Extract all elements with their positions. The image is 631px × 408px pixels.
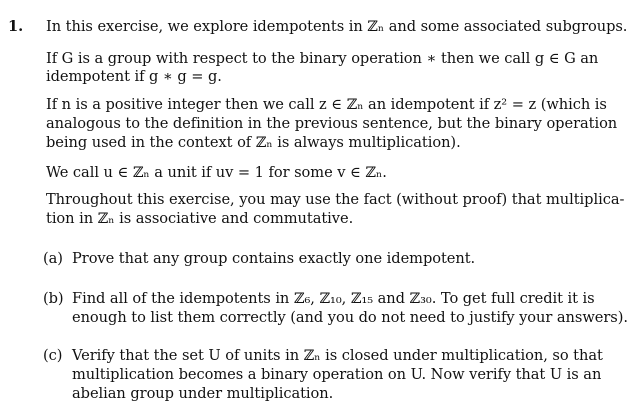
- group-idempotent-definition-line-1: If G is a group with respect to the binary operation ∗ then we call g ∈ G an: [46, 50, 599, 67]
- group-idempotent-definition-line-2: idempotent if g ∗ g = g.: [46, 68, 222, 85]
- zn-idempotent-definition-line-2: analogous to the definition in the previous sentence, but the binary operation: [46, 115, 618, 132]
- zn-idempotent-definition-line-3: being used in the context of ℤₙ is always multiplication).: [46, 134, 461, 151]
- problem-number: 1.: [8, 18, 24, 35]
- assumption-line-2: tion in ℤₙ is associative and commutative.: [46, 210, 354, 227]
- part-c-line-1: Verify that the set U of units in ℤₙ is closed under multiplication, so that: [72, 347, 603, 364]
- part-a-label: (a): [43, 250, 63, 267]
- part-c-line-3: abelian group under multiplication.: [72, 385, 334, 402]
- assumption-line-1: Throughout this exercise, you may use the fact (without proof) that multiplica-: [46, 191, 625, 208]
- part-b-label: (b): [43, 290, 64, 307]
- part-b-line-1: Find all of the idempotents in ℤ₆, ℤ₁₀, ℤ₁₅ and ℤ₃₀. To get full credit it is: [72, 290, 595, 307]
- zn-idempotent-definition-line-1: If n is a positive integer then we call z ∈ ℤₙ an idempotent if z² = z (which is: [46, 96, 607, 113]
- part-c-label: (c): [43, 347, 63, 364]
- part-a-line-1: Prove that any group contains exactly one idempotent.: [72, 250, 476, 267]
- unit-definition-line: We call u ∈ ℤₙ a unit if uv = 1 for some v ∈ ℤₙ.: [46, 164, 387, 181]
- part-b-line-2: enough to list them correctly (and you do not need to justify your answers).: [72, 309, 628, 326]
- intro-line: In this exercise, we explore idempotents in ℤₙ and some associated subgroups.: [46, 18, 628, 35]
- part-c-line-2: multiplication becomes a binary operation on U. Now verify that U is an: [72, 366, 602, 383]
